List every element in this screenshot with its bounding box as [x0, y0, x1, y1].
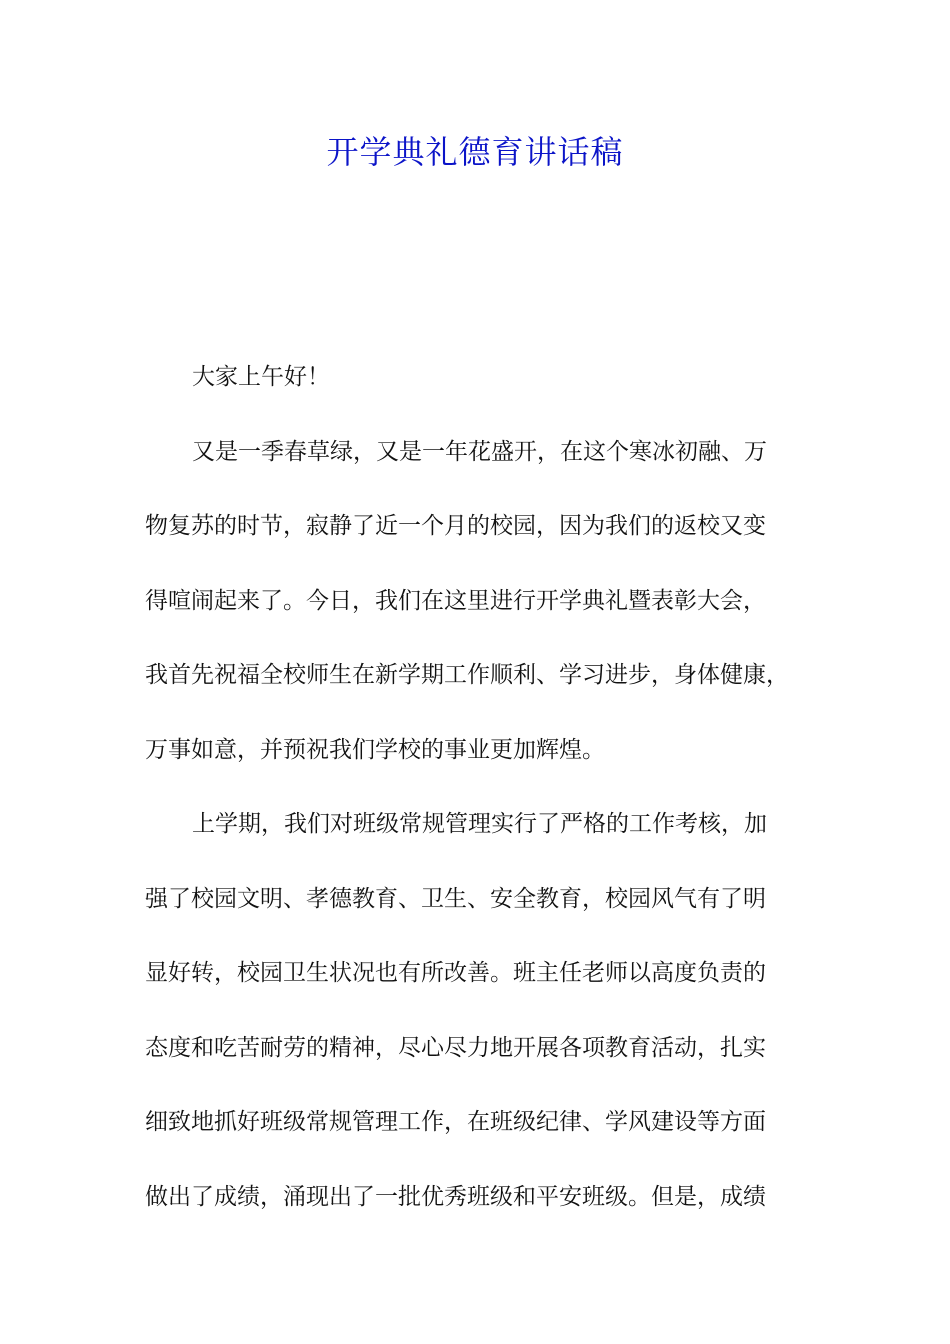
document-title: 开学典礼德育讲话稿 [326, 133, 624, 171]
paragraph-line: 得喧闹起来了。今日，我们在这里进行开学典礼暨表彰大会， [145, 587, 766, 614]
paragraph-line: 物复苏的时节，寂静了近一个月的校园，因为我们的返校又变 [145, 513, 766, 539]
paragraph-line: 又是一季春草绿，又是一年花盛开，在这个寒冰初融、万 [192, 438, 767, 465]
document-body [145, 340, 825, 1234]
paragraph-line: 显好转，校园卫生状况也有所改善。班主任老师以高度负责的 [145, 960, 766, 986]
paragraph-line: 我首先祝福全校师生在新学期工作顺利、学习进步，身体健康， [145, 662, 789, 688]
paragraph-line: 大家上午好！ [192, 364, 330, 390]
paragraph-last-semester [145, 787, 825, 1234]
paragraph-greeting [145, 340, 825, 415]
paragraph-line: 万事如意，并预祝我们学校的事业更加辉煌。 [145, 736, 605, 763]
paragraph-line: 上学期，我们对班级常规管理实行了严格的工作考核，加 [192, 811, 767, 837]
paragraph-opening [145, 415, 825, 788]
paragraph-line: 细致地抓好班级常规管理工作，在班级纪律、学风建设等方面 [145, 1109, 766, 1135]
paragraph-line: 做出了成绩，涌现出了一批优秀班级和平安班级。但是，成绩 [145, 1183, 766, 1210]
paragraph-line: 态度和吃苦耐劳的精神，尽心尽力地开展各项教育活动，扎实 [145, 1034, 766, 1061]
paragraph-line: 强了校园文明、孝德教育、卫生、安全教育，校园风气有了明 [145, 885, 766, 912]
